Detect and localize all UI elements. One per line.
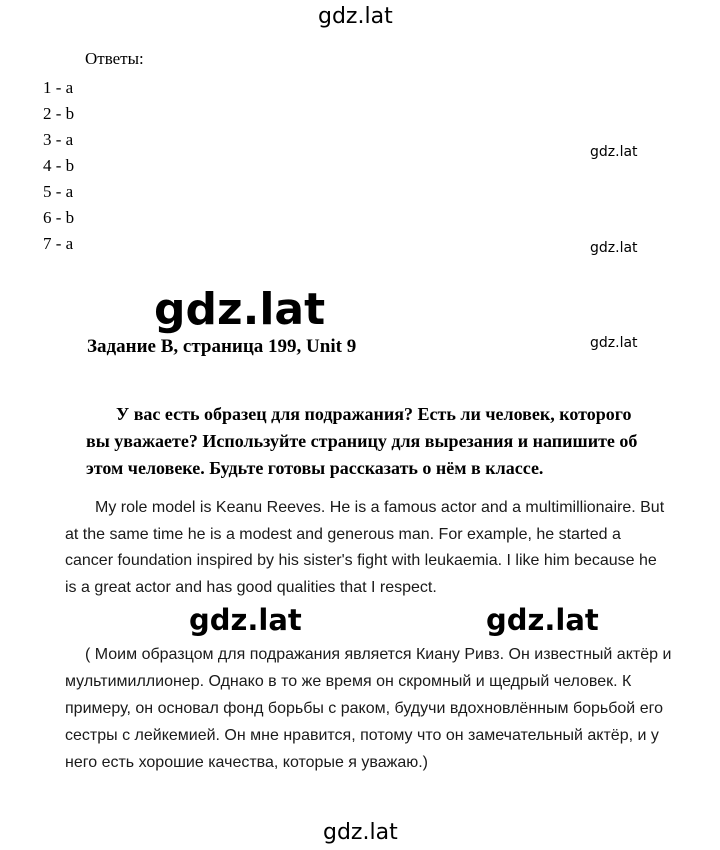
watermark-bottom: gdz.lat (323, 820, 398, 845)
answer-item: 4 - b (43, 156, 75, 175)
answer-item: 2 - b (43, 104, 75, 123)
watermark-right-2: gdz.lat (590, 240, 638, 256)
answers-title: Ответы: (85, 49, 144, 68)
essay-text: My role model is Keanu Reeves. He is a famous actor and a multimillionaire. But at the same time he is a modest and generous man. For example, he started a cancer foundation inspired by his sister's fight with leukaemia. I like him because he is a great actor and has good qualities that I respect. (65, 499, 665, 596)
answer-item: 1 - a (43, 78, 74, 97)
answer-item: 6 - b (43, 208, 75, 227)
watermark-mid-right: gdz.lat (486, 603, 599, 637)
watermark-top: gdz.lat (318, 4, 393, 29)
answer-item: 3 - a (43, 130, 74, 149)
watermark-big: gdz.lat (154, 284, 326, 335)
answer-item: 5 - a (43, 182, 74, 201)
answer-list (43, 75, 74, 257)
translation-text: ( Моим образцом для подражания является Киану Ривз. Он известный актёр и мультимиллионер. Однако в то же время он скромный и щедрый человек. К примеру, он основал фонд борьбы с раком, будучи вдохновлённым борьбой его сестры с лейкемией. Он мне нравится, потому что он замечательный актёр, и у него есть хорошие качества, которые я уважаю.) (65, 646, 672, 771)
watermark-mid-left: gdz.lat (189, 603, 302, 637)
task-instructions: У вас есть образец для подражания? Есть ли человек, которого вы уважаете? Используйте страницу для вырезания и напишите об этом человеке. Будьте готовы рассказать о нём в классе. (86, 404, 638, 478)
answer-item: 7 - a (43, 234, 74, 253)
watermark-right-3: gdz.lat (590, 335, 638, 351)
task-title: Задание B, страница 199, Unit 9 (87, 336, 357, 357)
watermark-right-1: gdz.lat (590, 144, 638, 160)
